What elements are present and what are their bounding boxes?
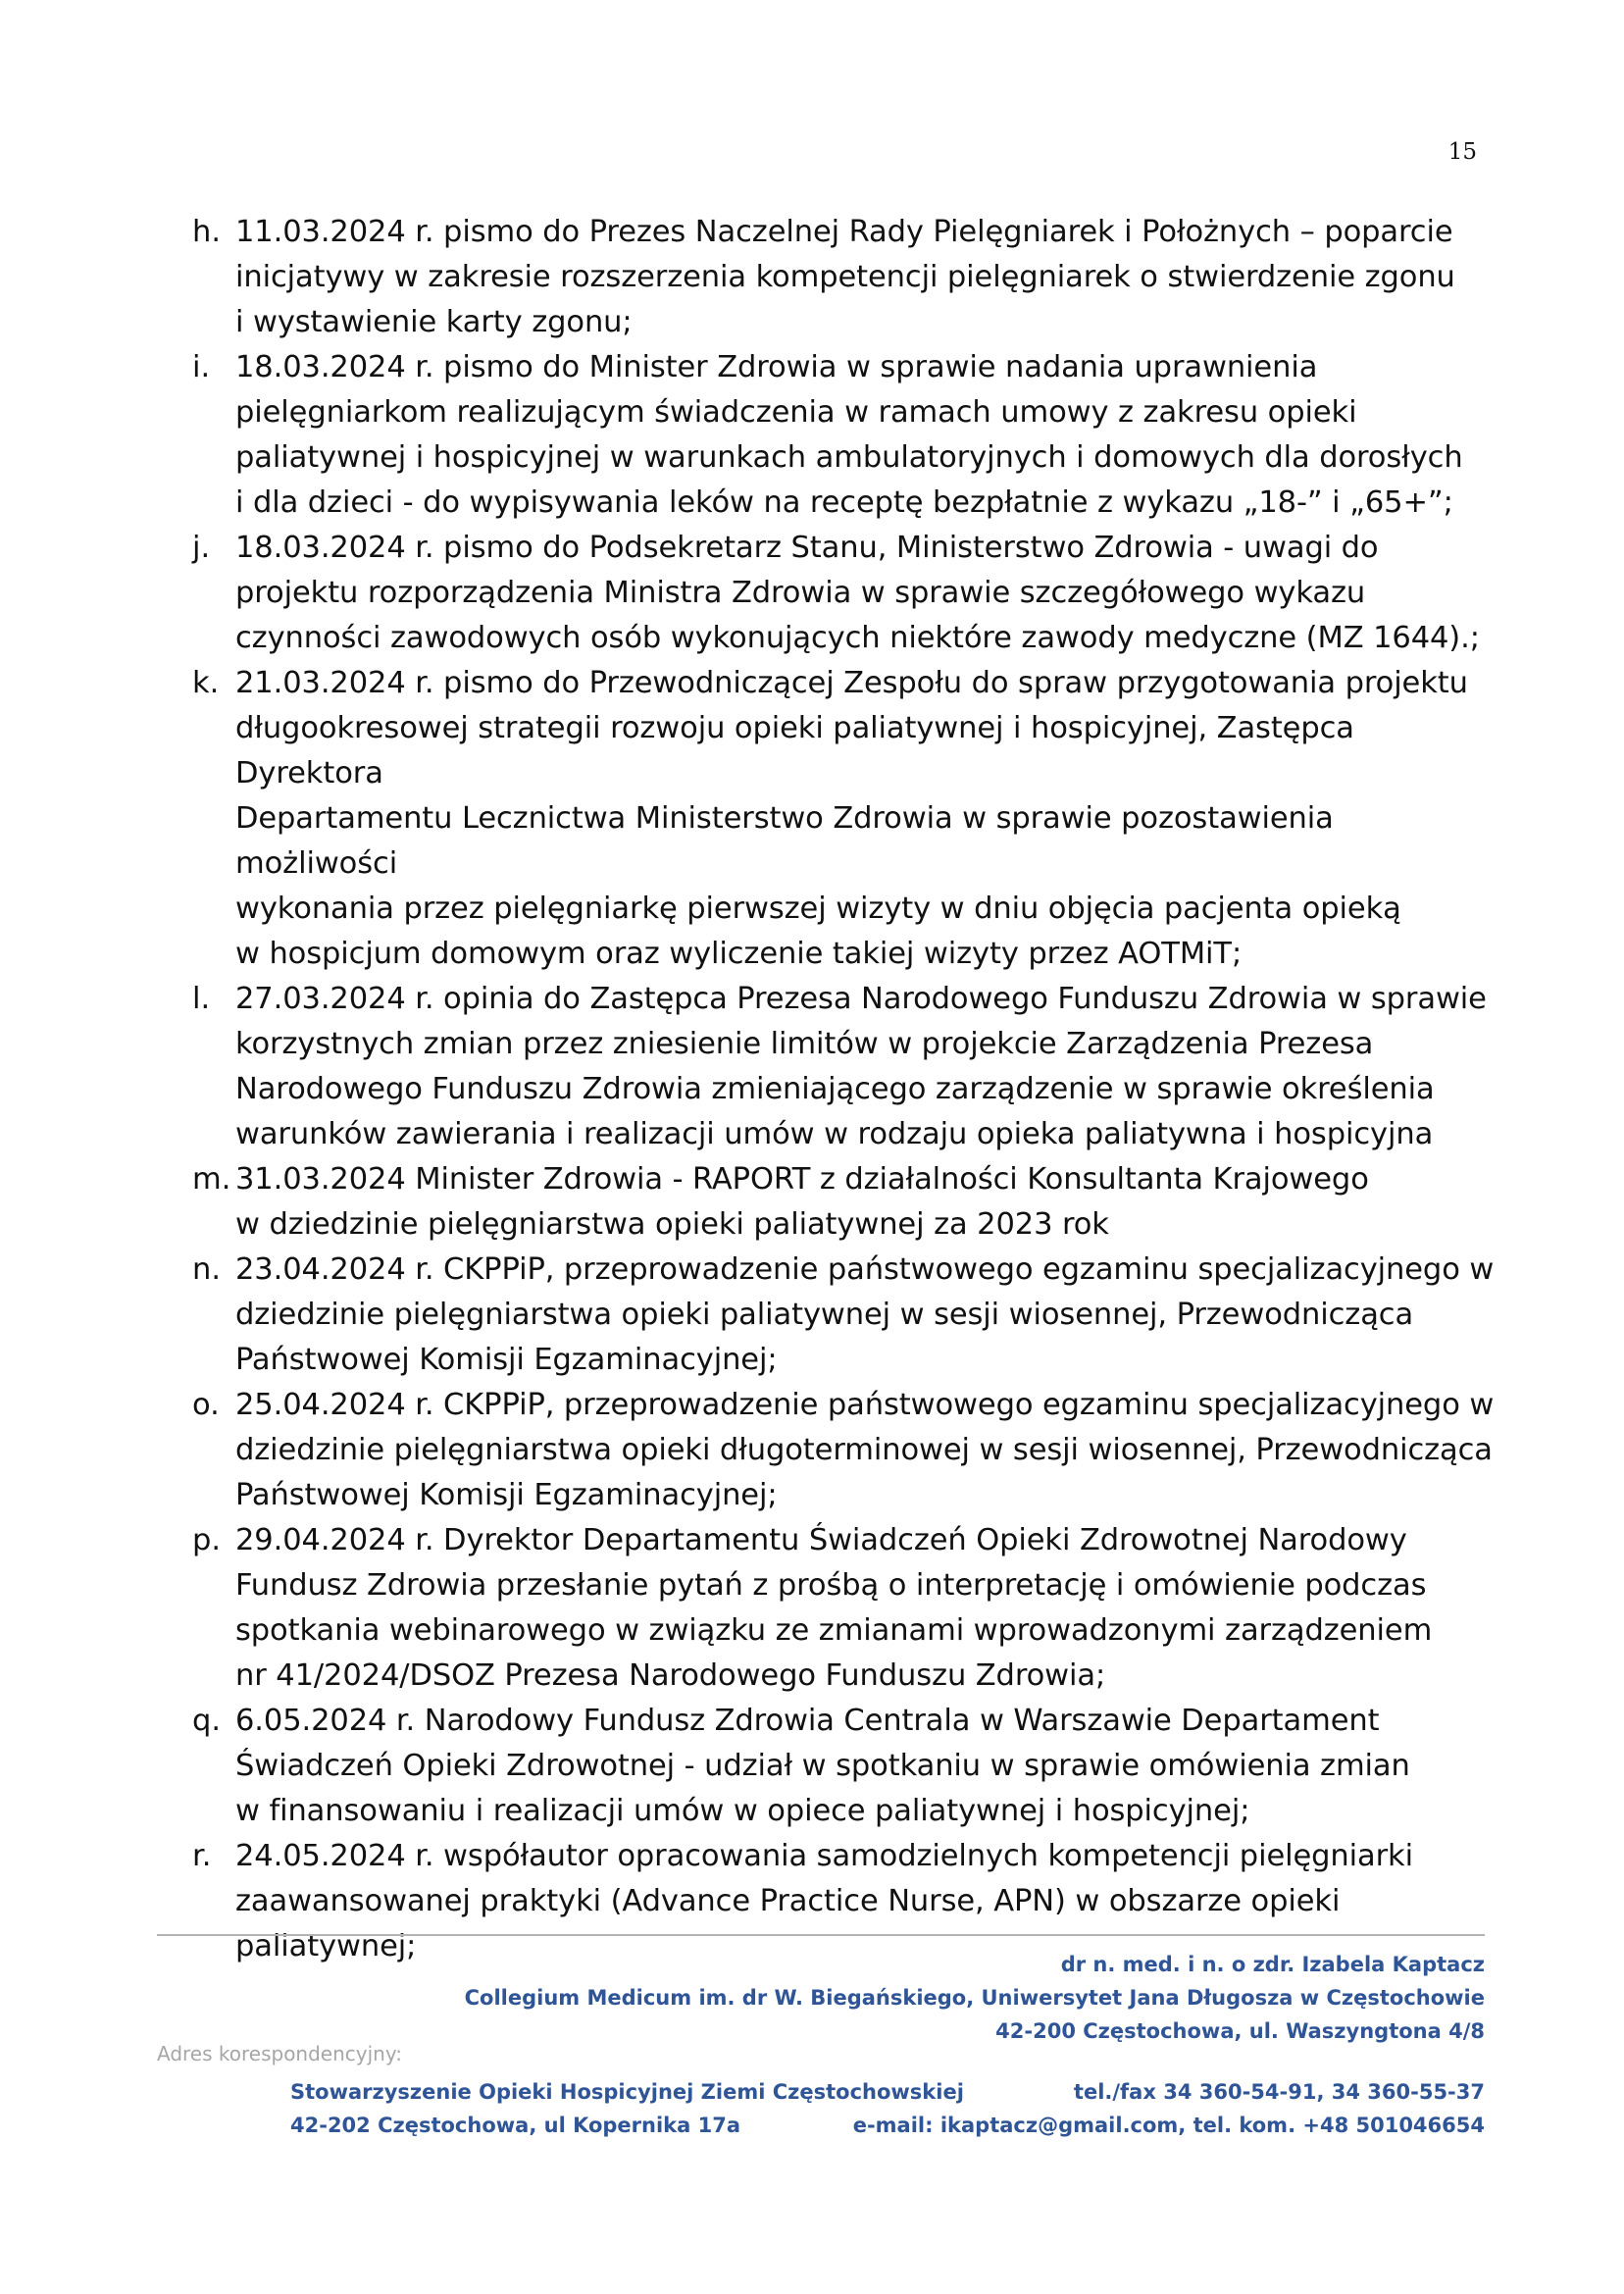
list-item-text: 27.03.2024 r. opinia do Zastępca Prezesa Narodowego Funduszu Zdrowia w sprawie korzystnych zmian przez zniesienie limitów w projekcie Zarządzenia Prezesa Narodowego Funduszu Zdrowia zmieniającego zarządzenie w sprawie określenia warunków zawierania i realizacji umów w rodzaju opieka paliatywna i hospicyjna [235,982,1487,1151]
list-item [192,526,1497,661]
author-name: dr n. med. i n. o zdr. Izabela Kaptacz [1060,1953,1485,1976]
email-phone: e-mail: ikaptacz@gmail.com, tel. kom. +48 501046654 [852,2114,1485,2137]
list-item-text: 6.05.2024 r. Narodowy Fundusz Zdrowia Centrala w Warszawie Departament Świadczeń Opieki Zdrowotnej - udział w spotkaniu w sprawie omówienia zmian w finansowaniu i realizacji umów w opiece paliatywnej i hospicyjnej; [235,1704,1410,1828]
organization-name: Stowarzyszenie Opieki Hospicyjnej Ziemi Częstochowskiej [290,2080,964,2104]
list-item [192,661,1497,977]
list-item-text: 31.03.2024 Minister Zdrowia - RAPORT z działalności Konsultanta Krajowego w dziedzinie pielęgniarstwa opieki paliatywnej za 2023 rok [235,1162,1369,1242]
list-item [192,977,1497,1157]
footer-contact-block [290,2075,1485,2142]
list-item-marker: i. [192,350,211,384]
list-item [192,1699,1497,1834]
footer-divider [157,1934,1485,1936]
list-item-marker: m. [192,1162,231,1197]
activity-list [192,210,1497,1969]
list-item [192,345,1497,526]
list-item [192,210,1497,345]
correspondence-label: Adres korespondencyjny: [157,2042,402,2065]
phone-fax: tel./fax 34 360-54-91, 34 360-55-37 [1073,2080,1485,2104]
list-item-marker: r. [192,1839,212,1873]
footer-author-block [465,1948,1485,2048]
list-item-marker: n. [192,1252,222,1287]
list-item-text: 29.04.2024 r. Dyrektor Departamentu Świadczeń Opieki Zdrowotnej Narodowy Fundusz Zdrowia przesłanie pytań z prośbą o interpretację i omówienie podczas spotkania webinarowego w związku ze zmianami wprowadzonymi zarządzeniem nr 41/2024/DSOZ Prezesa Narodowego Funduszu Zdrowia; [235,1523,1433,1693]
list-item-marker: l. [192,982,211,1016]
list-item [192,1248,1497,1383]
contact-row [290,2075,1485,2109]
author-institution: Collegium Medicum im. dr W. Biegańskiego, Uniwersytet Jana Długosza w Częstochowie [464,1986,1485,2010]
list-item [192,1518,1497,1699]
organization-address: 42-202 Częstochowa, ul Kopernika 17a [290,2114,741,2137]
list-item-text: 11.03.2024 r. pismo do Prezes Naczelnej Rady Pielęgniarek i Położnych – poparcie inicjatywy w zakresie rozszerzenia kompetencji pielęgniarek o stwierdzenie zgonu i wystawienie karty zgonu; [235,215,1455,339]
list-item-text: 23.04.2024 r. CKPPiP, przeprowadzenie państwowego egzaminu specjalizacyjnego w dziedzinie pielęgniarstwa opieki paliatywnej w sesji wiosennej, Przewodnicząca Państwowej Komisji Egzaminacyjnej; [235,1252,1495,1377]
list-item-marker: k. [192,666,220,700]
page-number: 15 [1447,139,1477,165]
list-item-marker: q. [192,1704,222,1738]
list-item-text: 18.03.2024 r. pismo do Podsekretarz Stanu, Ministerstwo Zdrowia - uwagi do projektu rozporządzenia Ministra Zdrowia w sprawie szczegółowego wykazu czynności zawodowych osób wykonujących niektóre zawody medyczne (MZ 1644).; [235,531,1480,655]
list-item-text: 18.03.2024 r. pismo do Minister Zdrowia w sprawie nadania uprawnienia pielęgniarkom realizującym świadczenia w ramach umowy z zakresu opieki paliatywnej i hospicyjnej w warunkach ambulatoryjnych i domowych dla dorosłych i dla dzieci - do wypisywania leków na receptę bezpłatnie z wykazu „18-” i „65+”; [235,350,1463,520]
list-item-marker: j. [192,531,211,565]
list-item-text: 25.04.2024 r. CKPPiP, przeprowadzenie państwowego egzaminu specjalizacyjnego w dziedzinie pielęgniarstwa opieki długoterminowej w sesji wiosennej, Przewodnicząca Państwowej Komisji Egzaminacyjnej; [235,1388,1495,1512]
list-item [192,1157,1497,1248]
list-item [192,1383,1497,1518]
list-item-text: 24.05.2024 r. współautor opracowania samodzielnych kompetencji pielęgniarki zaawansowanej praktyki (Advance Practice Nurse, APN) w obszarze opieki paliatywnej; [235,1839,1413,1963]
author-address: 42-200 Częstochowa, ul. Waszyngtona 4/8 [995,2019,1485,2043]
list-item-marker: h. [192,215,222,249]
list-item-marker: o. [192,1388,220,1422]
list-item-marker: p. [192,1523,222,1557]
list-item-text: 21.03.2024 r. pismo do Przewodniczącej Zespołu do spraw przygotowania projektu długookresowej strategii rozwoju opieki paliatywnej i hospicyjnej, Zastępca Dyrektora Departamentu Lecznictwa Ministerstwo Zdrowia w sprawie pozostawienia możliwości wykonania przez pielęgniarkę pierwszej wizyty w dniu objęcia pacjenta opieką w hospicjum domowym oraz wyliczenie takiej wizyty przez AOTMiT; [235,666,1468,971]
contact-row [290,2109,1485,2142]
